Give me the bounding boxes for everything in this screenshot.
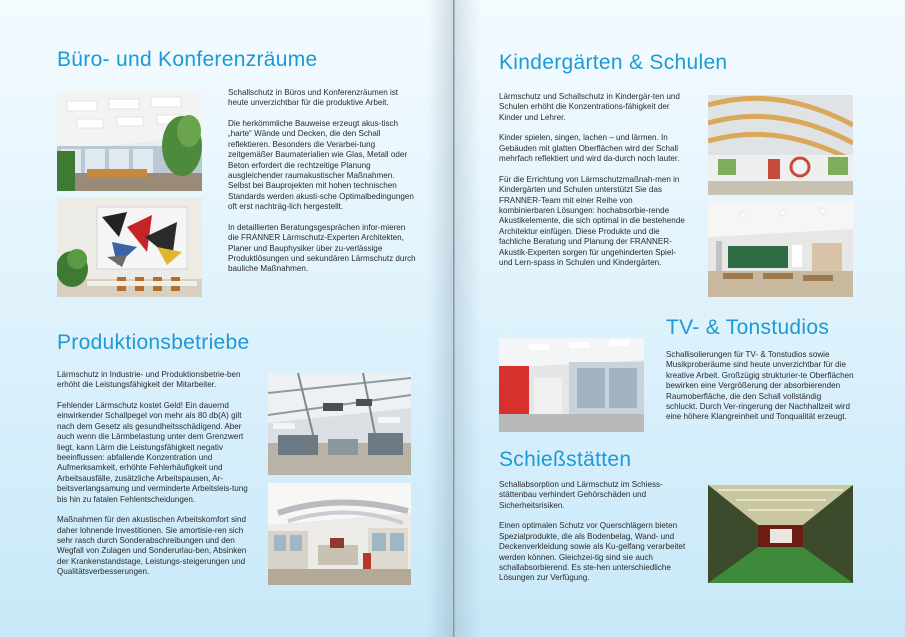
shooting-paragraph: Einen optimalen Schutz vor Querschlägern bieten Spezialprodukte, die als Bodenbelag, Wand- und Deckenverkleidung sowie als Ku-gelfang verarbeitet werden können. Gleichzei-tig sind sie auch schallabsorbierend. Es ste-hen unterschiedliche Lösungen zur Verfügung. [499, 521, 686, 583]
production-heading: Produktionsbetriebe [57, 331, 250, 354]
schools-photo-classroom [708, 201, 853, 297]
fold-shadow [455, 0, 481, 637]
studios-heading: TV- & Tonstudios [666, 316, 830, 339]
office-photo-art [57, 197, 202, 297]
office-heading: Büro- und Konferenzräume [57, 48, 318, 71]
schools-text [499, 92, 689, 268]
production-photo-workshop [268, 483, 411, 585]
studios-text [666, 350, 854, 423]
schools-paragraph: Für die Errichtung von Lärmschutzmaßnah-men in Kindergärten und Schulen unterstützt Sie das FRANNER-Team mit einer Reihe von kombinierbaren Lösungen: hochabsorbie-rende Akustikelemente, die sich optimal in die bestehende Architektur einfügen. Diese Produkte und die fachliche Beratung und Planung der FRANNER-Akustik-Experten sorgen für ungehinderten Spiel- und Lern-spass in Schulen und Kindergärten. [499, 174, 685, 268]
office-paragraph: Schallschutz in Büros und Konferenzräumen ist heute unverzichtbar für die produktive Arbeit. [228, 88, 399, 108]
production-text [57, 370, 255, 578]
right-page [455, 0, 905, 637]
production-paragraph: Maßnahmen für den akustischen Arbeitskomfort sind daher lohnende Investitionen. Sie amortisie-ren sich sehr rasch durch Sonderabschreibungen und den Wegfall von Zulagen und Sonderurlau-ben, Absinken der Krankenstandstage, Leistungs-steigerungen und Qualitätsverbesserungen. [57, 515, 247, 577]
schools-paragraph: Lärmschutz und Schallschutz in Kindergär-ten und Schulen erhöht die Konzentrations-fähigkeit der Kinder und Lehrer. [499, 92, 680, 122]
studios-paragraph: Schallisolierungen für TV- & Tonstudios sowie Musikproberäume sind heute unverzichtbar für die kreative Arbeit. Großzügig strukturier-te Oberflächen bewirken eine Vergrößerung der absorbierenden Raumoberfläche, die den Schall vollständig schluckt. Durch Ver-ringerung der Nachhallzeit wird eine höhere Klangreinheit und Tonqualität erzeugt. [666, 350, 854, 422]
shooting-photo [708, 485, 853, 583]
office-paragraph: In detaillierten Beratungsgesprächen infor-mieren die FRANNER Lärmschutz-Experten Architekten, Planer und Bauphysiker über zu-verlässige Produktlösungen und sekundären Lärmschutz durch bauliche Maßnahmen. [228, 222, 416, 274]
studios-photo [499, 338, 644, 432]
schools-photo-beams [708, 95, 853, 195]
production-paragraph: Lärmschutz in Industrie- und Produktionsbetrie-ben erhöht die Leistungsfähigkeit der Mitarbeiter. [57, 370, 241, 390]
office-paragraph: Die herkömmliche Bauweise erzeugt akus-tisch „harte“ Wände und Decken, die den Schall reflektieren. Besonders die Verarbei-tung zeitgemäßer Baumaterialien wie Glas, Metall oder Beton erfordert die rechtzeitige Planung ausgleichender raumakustischer Maßnahmen. Selbst bei Bauprojekten mit hohen technischen Standards werden akusti-sche Optimalbedingungen oft erst nachträg-lich hergestellt. [228, 119, 414, 212]
office-text [228, 88, 418, 275]
schools-heading: Kindergärten & Schulen [499, 51, 728, 74]
office-photo-ceiling [57, 91, 202, 191]
shooting-paragraph: Schallabsorption und Lärmschutz im Schiess-stättenbau verhindert Gehörschäden und Sicherheitsrisiken. [499, 480, 663, 510]
shooting-heading: Schießstätten [499, 448, 632, 471]
production-photo-hall [268, 373, 411, 475]
production-paragraph: Fehlender Lärmschutz kostet Geld! Ein dauernd einwirkender Schallpegel von mehr als 80 db(A) gilt nach dem Gesetz als gesundheitsschädigend. Aber auch wenn die Lärmbelastung unter dem Grenzwert liegt, kann Lärm die Leistungsfähigkeit negativ beeinflussen: abfallende Konzentration und Aufmerksamkeit, erhöhte Fehlerhäufigkeit und Arbeitsausfälle, zusätzliche Arbeitspausen, Ar-beitsverlangsamung und verminderte Arbeitsleis-tung bis hin zu fatalen Fehlentscheidungen. [57, 401, 248, 504]
fold-shadow [427, 0, 453, 637]
schools-paragraph: Kinder spielen, singen, lachen – und lärmen. In Gebäuden mit glatten Oberflächen wird der Schall mehrfach reflektiert und wird da-durch noch lauter. [499, 133, 680, 164]
shooting-text [499, 480, 689, 584]
